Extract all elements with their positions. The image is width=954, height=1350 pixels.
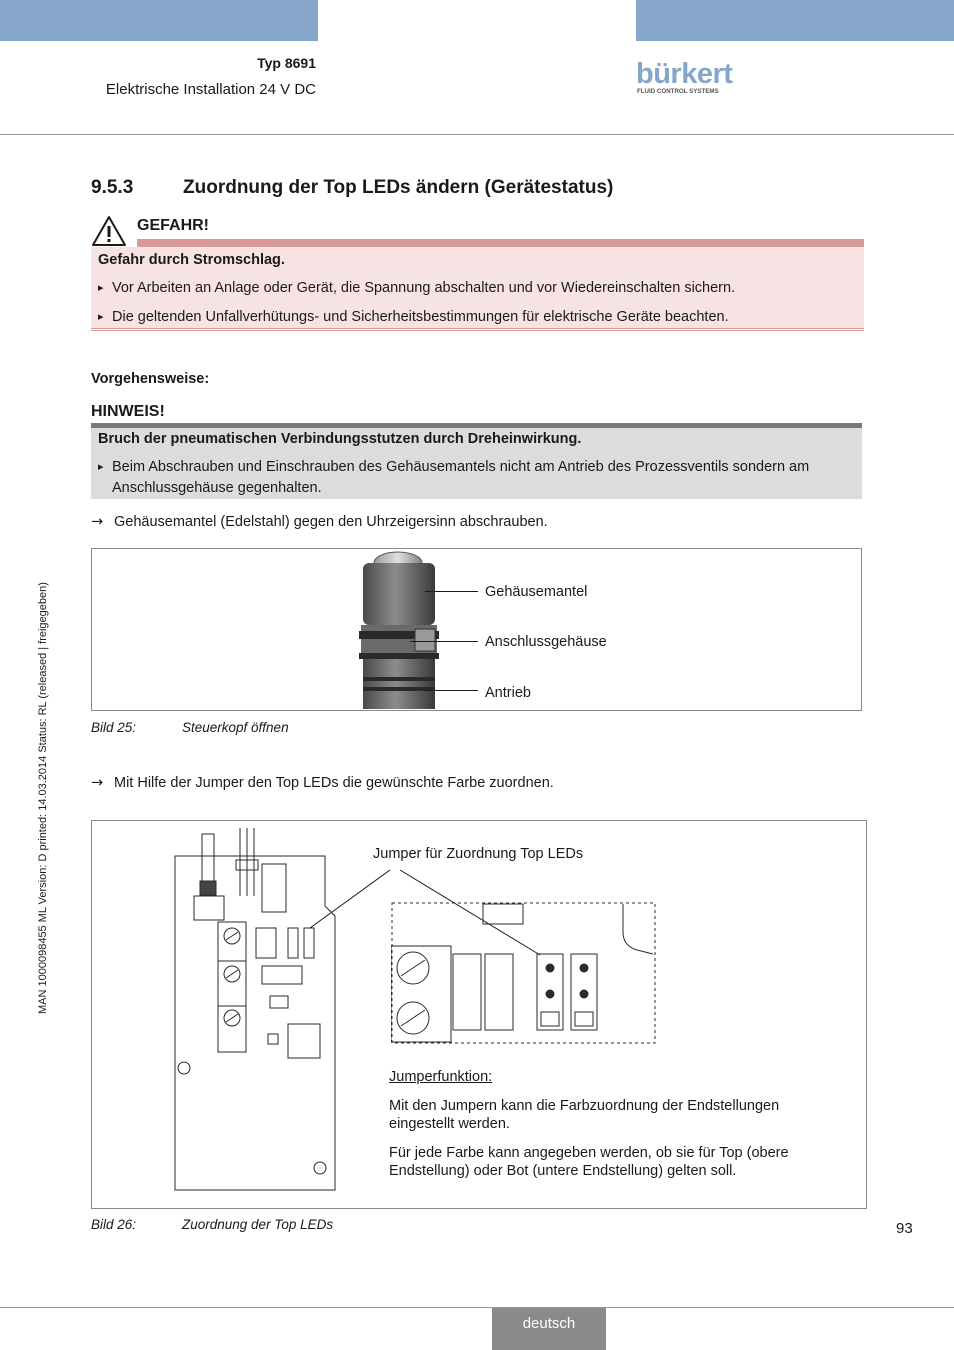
language-tab <box>492 1308 606 1350</box>
warning-triangle-icon <box>91 215 127 247</box>
danger-box-rule <box>91 330 864 331</box>
header-bar-right <box>636 0 954 41</box>
label-antrieb: Antrieb <box>485 685 531 701</box>
jumper-detail-view <box>391 902 656 1044</box>
figure26-caption-text: Zuordnung der Top LEDs <box>182 1217 334 1232</box>
leader-line-1 <box>425 591 478 592</box>
step1-text: Gehäusemantel (Edelstahl) gegen den Uhrzeigersinn abschrauben. <box>114 514 548 530</box>
jumper-text2-line1: Für jede Farbe kann angegeben werden, ob sie für Top (obere <box>389 1145 789 1161</box>
notice-item-line2: Anschlussgehäuse gegenhalten. <box>112 480 322 496</box>
chapter-subtitle: Elektrische Installation 24 V DC <box>105 81 316 98</box>
document-meta-vertical: MAN 1000098455 ML Version: D printed: 14.03.2014 Status: RL (released | freigegeben) <box>37 582 49 1014</box>
notice-bullet: ▸ <box>98 461 104 473</box>
leader-line-3 <box>425 690 478 691</box>
danger-bullet-2: ▸ <box>98 311 104 323</box>
page-number: 93 <box>896 1220 913 1237</box>
section-number: 9.5.3 <box>91 177 134 198</box>
jumper-text1-line1: Mit den Jumpern kann die Farbzuordnung der Endstellungen <box>389 1098 780 1114</box>
figure25-caption-text: Steuerkopf öffnen <box>182 720 289 735</box>
jumper-function-title: Jumperfunktion: <box>389 1069 493 1085</box>
logo-text: bürkert <box>636 58 733 90</box>
notice-label: HINWEIS! <box>91 403 165 420</box>
danger-label: GEFAHR! <box>137 217 209 234</box>
danger-bar <box>137 239 864 247</box>
leader-line-2 <box>410 641 478 642</box>
notice-item-line1: Beim Abschrauben und Einschrauben des Gehäusemantels nicht am Antrieb des Prozessventils sondern am <box>112 459 810 475</box>
language-label: deutsch <box>522 1315 576 1332</box>
label-gehausemantel: Gehäusemantel <box>485 584 588 600</box>
procedure-label: Vorgehensweise: <box>91 371 210 387</box>
header-bar-left <box>0 0 318 41</box>
danger-item-1: Vor Arbeiten an Anlage oder Gerät, die Spannung abschalten und vor Wiedereinschalten sichern. <box>112 280 736 296</box>
label-anschlussgehause: Anschlussgehäuse <box>485 634 607 650</box>
figure25-caption-number: Bild 25: <box>91 720 137 735</box>
footer-rule <box>0 1307 954 1308</box>
figure26-caption-number: Bild 26: <box>91 1217 137 1232</box>
step2-text: Mit Hilfe der Jumper den Top LEDs die gewünschte Farbe zuordnen. <box>114 775 554 791</box>
danger-bullet-1: ▸ <box>98 282 104 294</box>
danger-heading: Gefahr durch Stromschlag. <box>98 252 285 268</box>
step2-arrow: → <box>91 775 104 791</box>
jumper-text2-line2: Endstellung) oder Bot (untere Endstellung) gelten soll. <box>389 1163 737 1179</box>
valve-head-illustration <box>355 549 485 709</box>
step1-arrow: → <box>91 514 104 530</box>
section-title: Zuordnung der Top LEDs ändern (Gerätestatus) <box>183 177 614 198</box>
burkert-logo <box>636 57 736 97</box>
jumper-callout-label: Jumper für Zuordnung Top LEDs <box>373 846 584 862</box>
header-rule <box>0 134 954 135</box>
document-type: Typ 8691 <box>257 55 316 71</box>
jumper-text1-line2: eingestellt werden. <box>389 1116 510 1132</box>
notice-heading: Bruch der pneumatischen Verbindungsstutzen durch Dreheinwirkung. <box>98 431 582 447</box>
logo-tagline: FLUID CONTROL SYSTEMS <box>637 88 719 95</box>
danger-item-2: Die geltenden Unfallverhütungs- und Sicherheitsbestimmungen für elektrische Geräte beachten. <box>112 309 729 325</box>
